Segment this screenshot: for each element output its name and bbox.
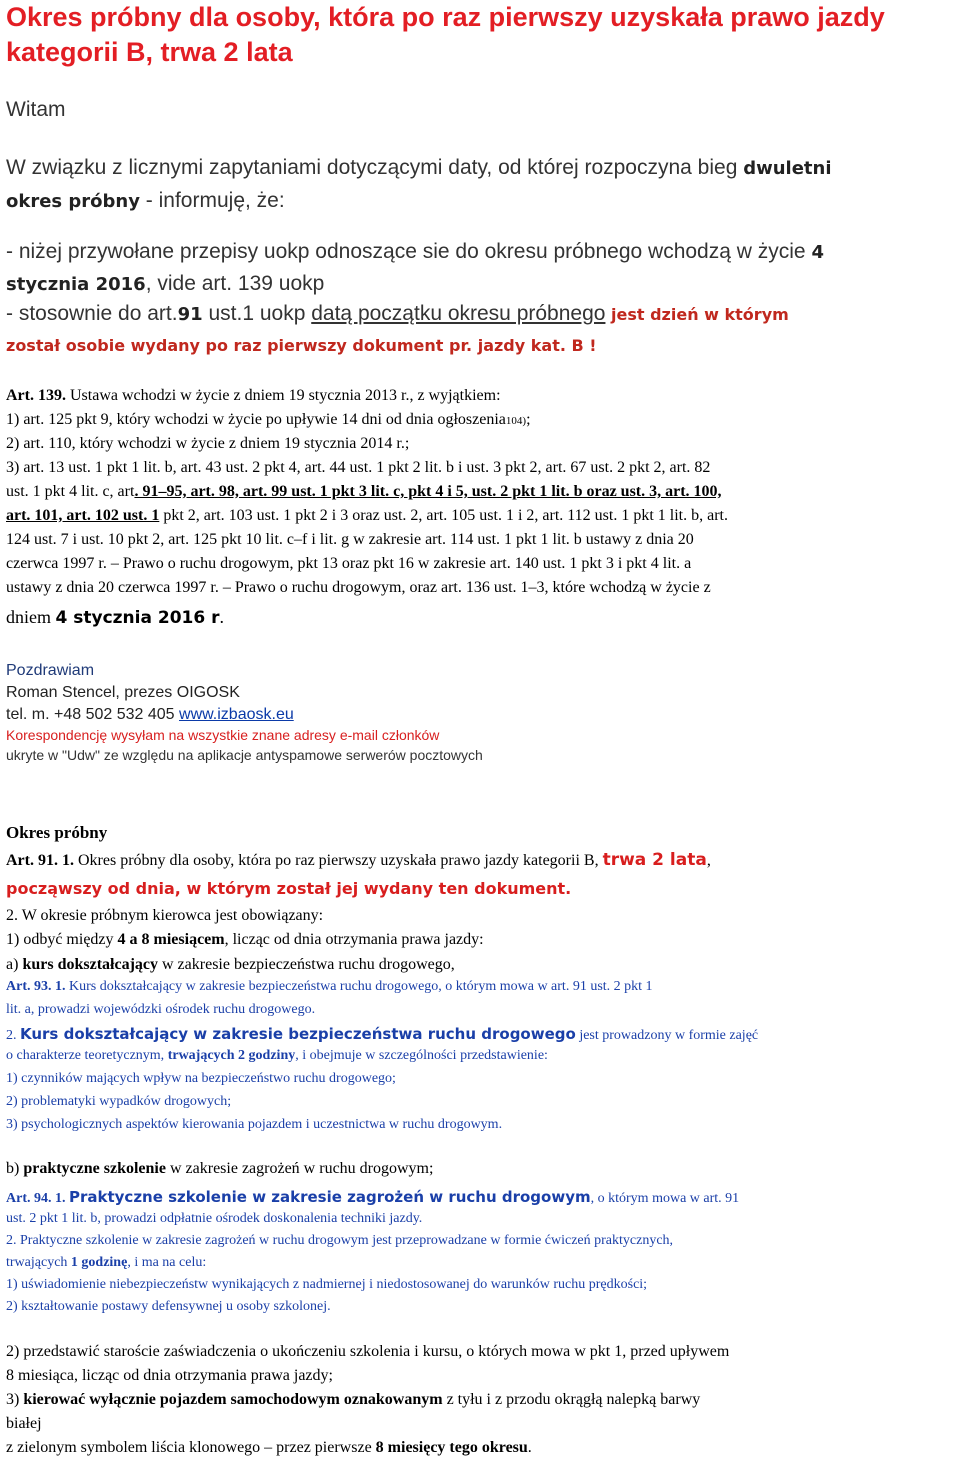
p3-l1: 2) przedstawić staroście zaświadczenia o ukończeniu szkolenia i kursu, o których mowa w pkt 1, przed upływem [6, 1343, 730, 1360]
sender-name: Roman Stencel, prezes OIGOSK [6, 684, 240, 701]
a139-l10 [6, 607, 224, 628]
p2-a-lbl: a) [6, 956, 23, 973]
a139-l5 [6, 483, 722, 501]
p4-l3a: z zielonym symbolem liścia klonowego – przez pierwsze [6, 1439, 376, 1456]
a139-l3: 2) art. 110, który wchodzi w życie z dniem 19 stycznia 2014 r.; [6, 435, 410, 452]
a139-l5a: ust. 1 pkt 4 lit. c, art [6, 483, 135, 500]
prov-art-num: 91 [177, 304, 203, 325]
a93-l2: lit. a, prowadzi wojewódzki ośrodek ruchu drogowego. [6, 1002, 316, 1017]
a139-l1 [6, 387, 501, 405]
prov-text: - niżej przywołane przepisy uokp odnoszące sie do okresu próbnego wchodzą w życie [6, 240, 812, 263]
a93-text: Kurs dokształcający w zakresie bezpieczeństwa ruchu drogowego, o którym mowa w art. 91 ust. 2 pkt 1 [65, 979, 653, 994]
a94-item-2: 2) kształtowanie postawy defensywnej u osoby szkolonej. [6, 1299, 331, 1314]
a94-2-l1: 2. Praktyczne szkolenie w zakresie zagrożeń w ruchu drogowym jest przeprowadzane w formie ćwiczeń praktycznych, [6, 1233, 674, 1248]
page-title: Okres próbny dla osoby, która po raz pierwszy uzyskała prawo jazdy kategorii B, trwa 2 lata [6, 2, 885, 67]
intro-line-2 [6, 189, 285, 213]
p2: 2. W okresie próbnym kierowca jest obowiązany: [6, 907, 324, 924]
a139-l10-end: . [219, 607, 224, 627]
a139-footnote: 104) [505, 415, 527, 427]
a93-2-l1 [6, 1025, 758, 1044]
intro-bold-2: okres próbny [6, 191, 140, 212]
a139-l7: 124 ust. 7 i ust. 10 pkt 2, art. 125 pkt 10 lit. c–f i lit. g w zakresie art. 114 ust. 1 pkt 1 lit. b ustawy z dnia 20 [6, 531, 694, 548]
p4-l1 [6, 1391, 700, 1409]
p2-b-bold: praktyczne szkolenie [23, 1160, 166, 1177]
prov-line-2 [6, 272, 324, 296]
a94-bold: Praktyczne szkolenie w zakresie zagrożeń w ruchu drogowym [69, 1188, 591, 1206]
a93-title: Art. 93. 1. [6, 979, 66, 994]
p2-b-lbl: b) [6, 1160, 24, 1177]
a139-l5u: . 91–95, art. 98, art. 99 ust. 1 pkt 3 lit. c, pkt 4 i 5, ust. 2 pkt 1 lit. b oraz ust. 3, art. 100, [134, 483, 722, 500]
contact-line [6, 706, 294, 724]
prov-line-1 [6, 240, 824, 264]
a94-2b: 1 godzinę [70, 1255, 128, 1270]
a91-title: Art. 91. 1. [6, 852, 74, 869]
a139-l4: 3) art. 13 ust. 1 pkt 1 lit. b, art. 43 ust. 2 pkt 4, art. 44 ust. 1 pkt 2 lit. b i ust. 3 pkt 2, art. 67 ust. 2 pkt 2, art. 82 [6, 459, 711, 476]
prov-bold: 4 [811, 242, 824, 263]
a139-l2-text: 1) art. 125 pkt 9, który wchodzi w życie po upływie 14 dni od dnia ogłoszenia [6, 411, 506, 428]
p2-1b: 4 a 8 miesiącem [117, 931, 225, 948]
p2-1a: 1) odbyć między [6, 931, 118, 948]
prov-text-3c: ust.1 uokp [202, 302, 312, 325]
a139-l6-text: pkt 2, art. 103 ust. 1 pkt 2 i 3 oraz ust. 2, art. 105 ust. 1 i 2, art. 112 ust. 1 pkt 1 lit. b, art. [159, 507, 728, 524]
regards: Pozdrawiam [6, 662, 95, 679]
p2-b [6, 1160, 433, 1178]
website-link[interactable]: www.izbaosk.eu [179, 706, 294, 723]
a94-title: Art. 94. 1. [6, 1191, 69, 1206]
a139-l6u: art. 101, art. 102 ust. 1 [6, 507, 160, 524]
a94-l1 [6, 1188, 739, 1207]
prov-text-2: , vide art. 139 uokp [145, 272, 325, 295]
a93-2e: trwających 2 godziny [167, 1048, 296, 1063]
a94-text: , o którym mowa w art. 91 [590, 1191, 740, 1206]
a91-text: Okres próbny dla osoby, która po raz pierwszy uzyskała prawo jazdy kategorii B, [73, 852, 603, 869]
note-1: Korespondencję wysyłam na wszystkie znane adresy e-mail członków [6, 727, 440, 743]
p2-1c: , licząc od dnia otrzymania prawa jazdy: [224, 931, 484, 948]
p4-text: z tyłu i z przodu okrągłą nalepką barwy [442, 1391, 701, 1408]
p2-b-text: w zakresie zagrożeń w ruchu drogowym; [165, 1160, 434, 1177]
prov-text-3a: - stosownie do art. [6, 302, 178, 325]
a139-l2-end: ; [526, 411, 531, 428]
p4-l2: białej [6, 1415, 42, 1432]
a93-2-bold: Kurs dokształcający w zakresie bezpieczeństwa ruchu drogowego [20, 1025, 576, 1043]
prov-date: stycznia 2016 [6, 274, 146, 295]
prov-line-3 [6, 302, 789, 326]
p4-l3b: 8 miesięcy tego okresu [375, 1439, 528, 1456]
p2-a-bold: kurs dokształcający [22, 956, 158, 973]
a139-l9: ustawy z dnia 20 czerwca 1997 r. – Prawo o ruchu drogowym, oraz art. 136 ust. 1–3, które wchodzą w życie z [6, 579, 711, 596]
a91-l2: począwszy od dnia, w którym został jej wydany ten dokument. [6, 879, 572, 898]
a139-l6 [6, 507, 728, 525]
note-2: ukryte w "Udw" ze względu na aplikacje antyspamowe serwerów pocztowych [6, 747, 483, 763]
prov-red: jest dzień w którym [605, 305, 789, 324]
a93-2d: o charakterze teoretycznym, [6, 1048, 168, 1063]
a139-date: 4 stycznia 2016 r [55, 608, 220, 628]
a91-comma: , [706, 852, 711, 869]
phone: tel. m. +48 502 532 405 [6, 706, 180, 723]
a93-2-l2 [6, 1048, 548, 1064]
p2-1 [6, 931, 484, 949]
intro-text: W związku z licznymi zapytaniami dotyczącymi daty, od której rozpoczyna bieg [6, 156, 744, 179]
a93-2-num: 2. [6, 1028, 20, 1043]
a93-item-2: 2) problematyki wypadków drogowych; [6, 1094, 232, 1109]
a94-2a: trwających [6, 1255, 71, 1270]
a93-2f: , i obejmuje w szczególności przedstawienie: [295, 1048, 548, 1063]
a139-title: Art. 139. [6, 387, 66, 404]
a94-2c: , i ma na celu: [127, 1255, 207, 1270]
p4-bold: kierować wyłącznie pojazdem samochodowym oznakowanym [23, 1391, 443, 1408]
p2-a [6, 956, 455, 974]
a139-l10-text: dniem [6, 607, 56, 627]
p3-l2: 8 miesiąca, licząc od dnia otrzymania prawa jazdy; [6, 1367, 333, 1384]
intro-text-2: - informuję, że: [139, 189, 285, 212]
a93-2-text: jest prowadzony w formie zajęć [575, 1028, 759, 1043]
intro-bold: dwuletni [743, 158, 832, 179]
a94-item-1: 1) uświadomienie niebezpieczeństw wynikających z nadmiernej i niedostosowanej do warunków ruchu prędkości; [6, 1277, 648, 1292]
a91-duration: trwa 2 lata [602, 850, 707, 870]
prov-underlined: datą początku okresu próbnego [311, 302, 606, 325]
p4-l3c: . [527, 1439, 532, 1456]
okres-heading: Okres próbny [6, 823, 108, 842]
a139-text: Ustawa wchodzi w życie z dniem 19 stycznia 2013 r., z wyjątkiem: [65, 387, 501, 404]
a139-l8: czerwca 1997 r. – Prawo o ruchu drogowym, pkt 13 oraz pkt 16 w zakresie art. 140 ust. 1 pkt 3 i pkt 4 lit. a [6, 555, 692, 572]
a94-2-l2 [6, 1255, 206, 1271]
a93-item-1: 1) czynników mających wpływ na bezpieczeństwo ruchu drogowego; [6, 1071, 396, 1086]
a91-l1 [6, 850, 711, 870]
a139-l2 [6, 411, 531, 429]
intro-line-1 [6, 156, 832, 180]
p4-l3 [6, 1439, 532, 1457]
p2-a-text: w zakresie bezpieczeństwa ruchu drogowego, [158, 956, 455, 973]
a94-l2: ust. 2 pkt 1 lit. b, prowadzi odpłatnie ośrodek doskonalenia techniki jazdy. [6, 1211, 423, 1226]
p4-num: 3) [6, 1391, 24, 1408]
greeting: Witam [6, 98, 66, 121]
a93-l1 [6, 979, 653, 995]
a93-item-3: 3) psychologicznych aspektów kierowania pojazdem i uczestnictwa w ruchu drogowym. [6, 1117, 503, 1132]
prov-line-4: został osobie wydany po raz pierwszy dokument pr. jazdy kat. B ! [6, 336, 597, 355]
